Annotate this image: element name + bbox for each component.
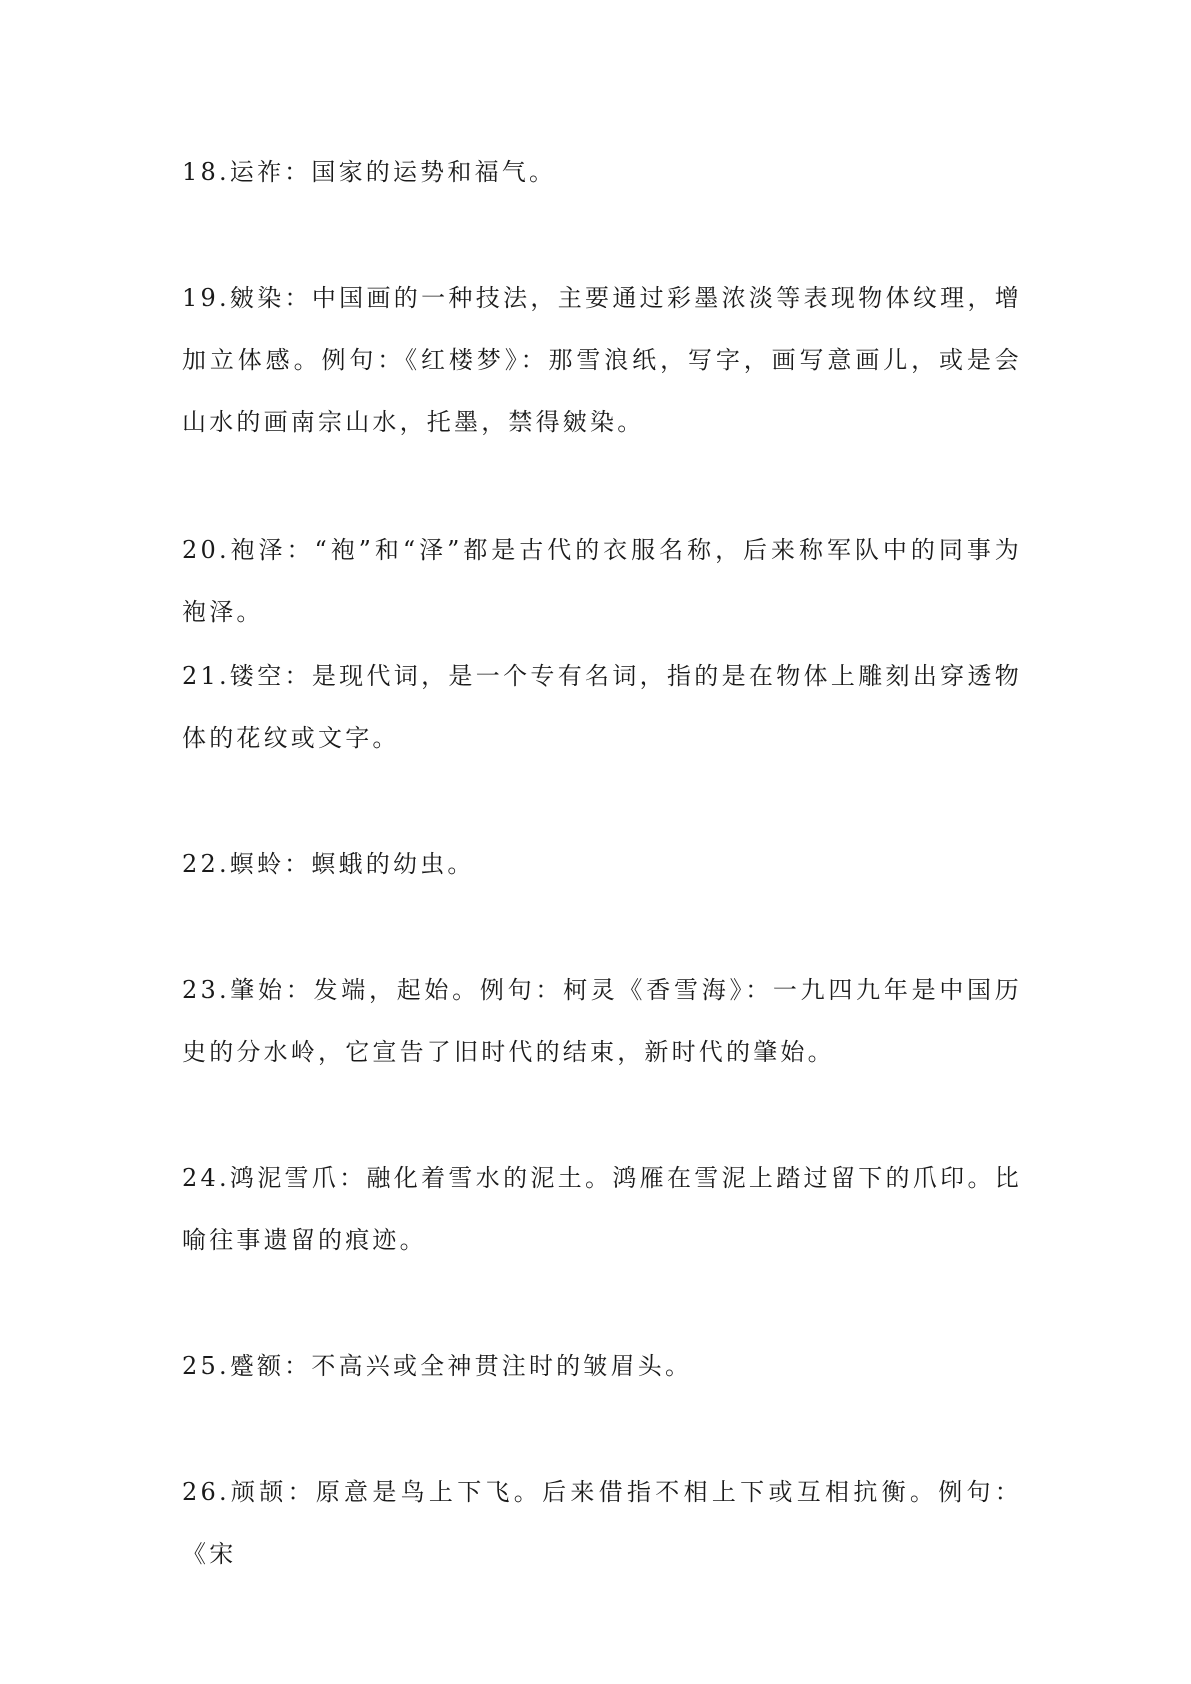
entry-24: 24.鸿泥雪爪：融化着雪水的泥土。鸿雁在雪泥上踏过留下的爪印。比喻往事遗留的痕迹。 — [182, 1164, 1022, 1254]
entry-20: 20.袍泽：“袍”和“泽”都是古代的衣服名称，后来称军队中的同事为袍泽。 — [182, 536, 1022, 626]
entry-18: 18.运祚：国家的运势和福气。 — [182, 158, 557, 186]
entry-21: 21.镂空：是现代词，是一个专有名词，指的是在物体上雕刻出穿透物体的花纹或文字。 — [182, 662, 1022, 752]
entry-26: 26.颃颉：原意是鸟上下飞。后来借指不相上下或互相抗衡。例句：《宋 — [182, 1478, 1022, 1568]
entry-25: 25.蹙额：不高兴或全神贯注时的皱眉头。 — [182, 1352, 693, 1380]
entry-22: 22.螟蛉：螟蛾的幼虫。 — [182, 850, 475, 878]
entry-23: 23.肇始：发端，起始。例句：柯灵《香雪海》：一九四九年是中国历史的分水岭，它宣告了旧时代的结束，新时代的肇始。 — [182, 976, 1022, 1066]
entry-19: 19.皴染：中国画的一种技法，主要通过彩墨浓淡等表现物体纹理，增加立体感。例句：《红楼梦》：那雪浪纸，写字，画写意画儿，或是会山水的画南宗山水，托墨，禁得皴染。 — [182, 284, 1022, 436]
